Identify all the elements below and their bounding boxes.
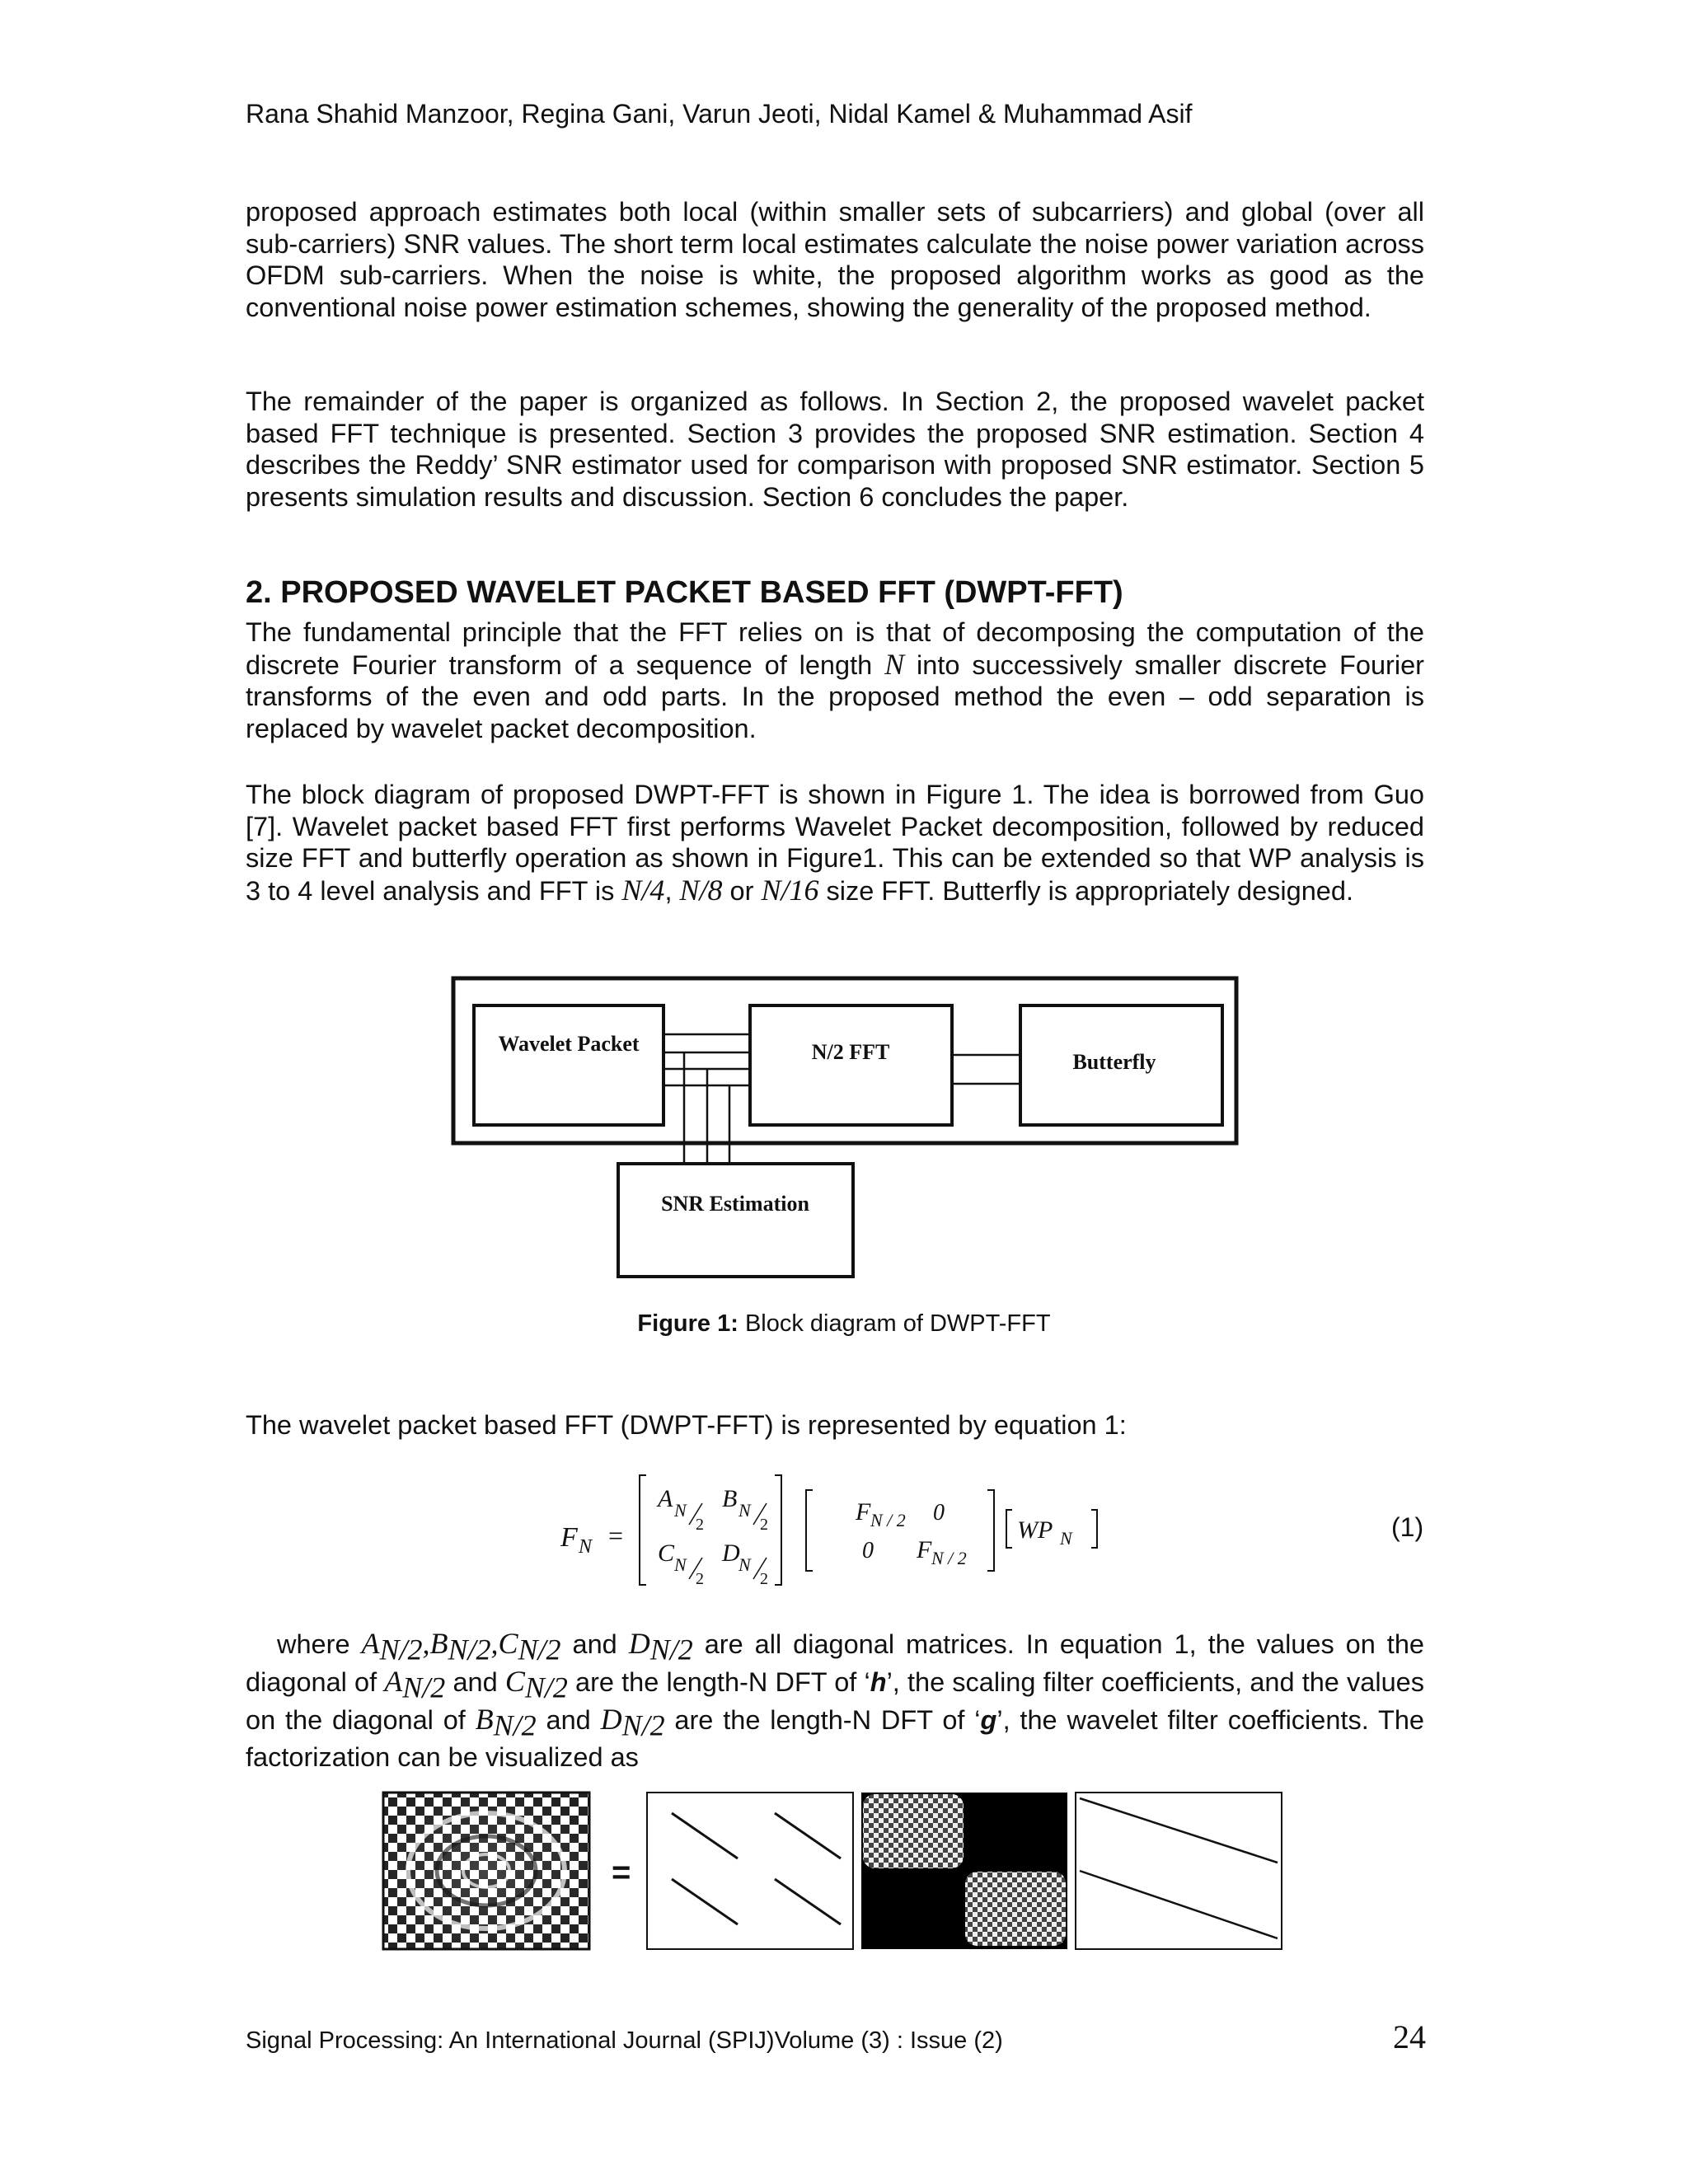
svg-text:N / 2: N / 2 — [870, 1510, 906, 1530]
block-fft — [750, 1005, 952, 1125]
label-wavelet-packet: Wavelet Packet — [498, 1032, 640, 1056]
svg-text:=: = — [608, 1521, 624, 1550]
svg-text:B: B — [722, 1485, 738, 1512]
svg-text:F: F — [856, 1498, 871, 1526]
paragraph-equation-intro: The wavelet packet based FFT (DWPT-FFT) is represented by equation 1: — [246, 1410, 1127, 1440]
block-fft-matrix-image — [861, 1793, 1067, 1949]
figure-caption: Figure 1: Block diagram of DWPT-FFT — [637, 1310, 1051, 1337]
svg-text:2: 2 — [760, 1570, 768, 1588]
block-diagram — [445, 968, 1245, 1290]
label-fft: N/2 FFT — [811, 1040, 890, 1064]
paragraph-diagonal-matrices: where $A_{N/2},B_{N/2},C_{N/2}$ and $D_{N/2}$ are all diagonal matrices. In equation 1, the values on the diagonal of $A_{N/2}$ and $C_{N/2}$ are the length-N DFT of ‘h’, the scaling filter coefficients, and the values on the diagonal of $B_{N/2}$ and $D_{N/2}$ are the length-N DFT of ‘g’, the wavelet filter coefficients. The factorization can be visualized as — [246, 1627, 1424, 1772]
paragraph-fft-principle: The fundamental principle that the FFT relies on is that of decomposing the computation of the discrete Fourier transform of a sequence of length N into successively smaller discrete Fourier transforms of the even and odd parts. In the proposed method the even – odd separation is replaced by wavelet packet decomposition. — [246, 617, 1424, 743]
svg-text:N: N — [579, 1536, 593, 1558]
svg-text:2: 2 — [696, 1570, 704, 1588]
paragraph-organization: The remainder of the paper is organized as follows. In Section 2, the proposed wavelet packet based FFT technique is presented. Section 3 provides the proposed SNR estimation. Section 4 describes the Reddy’ SNR estimator used for comparison with proposed SNR estimator. Section 5 presents simulation results and discussion. Section 6 concludes the paper. — [246, 387, 1424, 512]
svg-text:N: N — [738, 1500, 751, 1521]
equation-1 — [560, 1465, 1121, 1597]
paragraph-block-diagram: The block diagram of proposed DWPT-FFT is shown in Figure 1. The idea is borrowed from Guo [7]. Wavelet packet based FFT first performs Wavelet Packet decomposition, followed by reduced size FFT and butterfly operation as shown in Figure1. This can be extended so that WP analysis is 3 to 4 level analysis and FFT is N/4, N/8 or N/16 size FFT. Butterfly is appropriately designed. — [246, 780, 1424, 907]
block-snr — [618, 1164, 853, 1277]
svg-text:A: A — [658, 1485, 673, 1512]
svg-text:C: C — [658, 1540, 675, 1567]
wavelet-matrix-image — [647, 1793, 853, 1949]
svg-text:F: F — [917, 1536, 932, 1563]
block-wavelet-packet — [474, 1005, 663, 1125]
svg-text:2: 2 — [760, 1516, 768, 1534]
svg-text:N: N — [674, 1554, 687, 1575]
paragraph-intro: proposed approach estimates both local (within smaller sets of subcarriers) and global (over all sub-carriers) SNR values. The short term local estimates calculate the noise power variation across OFDM sub-carriers. When the noise is white, the proposed algorithm works as good as the conventional noise power estimation schemes, showing the generality of the proposed method. — [246, 197, 1424, 322]
svg-text:N: N — [674, 1500, 687, 1521]
svg-text:F: F — [560, 1522, 578, 1553]
svg-text:N: N — [1060, 1528, 1072, 1549]
svg-text:2: 2 — [696, 1516, 704, 1534]
permutation-matrix-image — [1076, 1793, 1282, 1949]
section-heading: 2. PROPOSED WAVELET PACKET BASED FFT (DWPT-FFT) — [246, 575, 1123, 610]
svg-text:N: N — [738, 1554, 751, 1575]
fourier-matrix-image — [383, 1793, 589, 1949]
factorization-equals: = — [612, 1854, 631, 1891]
svg-text:D: D — [722, 1540, 740, 1567]
svg-text:N / 2: N / 2 — [931, 1548, 967, 1568]
page-number: 24 — [1393, 2018, 1426, 2055]
page-header-authors: Rana Shahid Manzoor, Regina Gani, Varun Jeoti, Nidal Kamel & Muhammad Asif — [246, 99, 1193, 129]
svg-text:0: 0 — [933, 1500, 945, 1526]
svg-text:0: 0 — [862, 1538, 874, 1563]
label-butterfly: Butterfly — [1072, 1050, 1156, 1074]
equation-number: (1) — [1391, 1512, 1424, 1542]
factorization-figure — [379, 1788, 1302, 1961]
svg-text:WP: WP — [1017, 1516, 1053, 1544]
label-snr: SNR Estimation — [661, 1192, 809, 1216]
page-footer-journal: Signal Processing: An International Journal (SPIJ)Volume (3) : Issue (2) — [246, 2027, 1003, 2054]
